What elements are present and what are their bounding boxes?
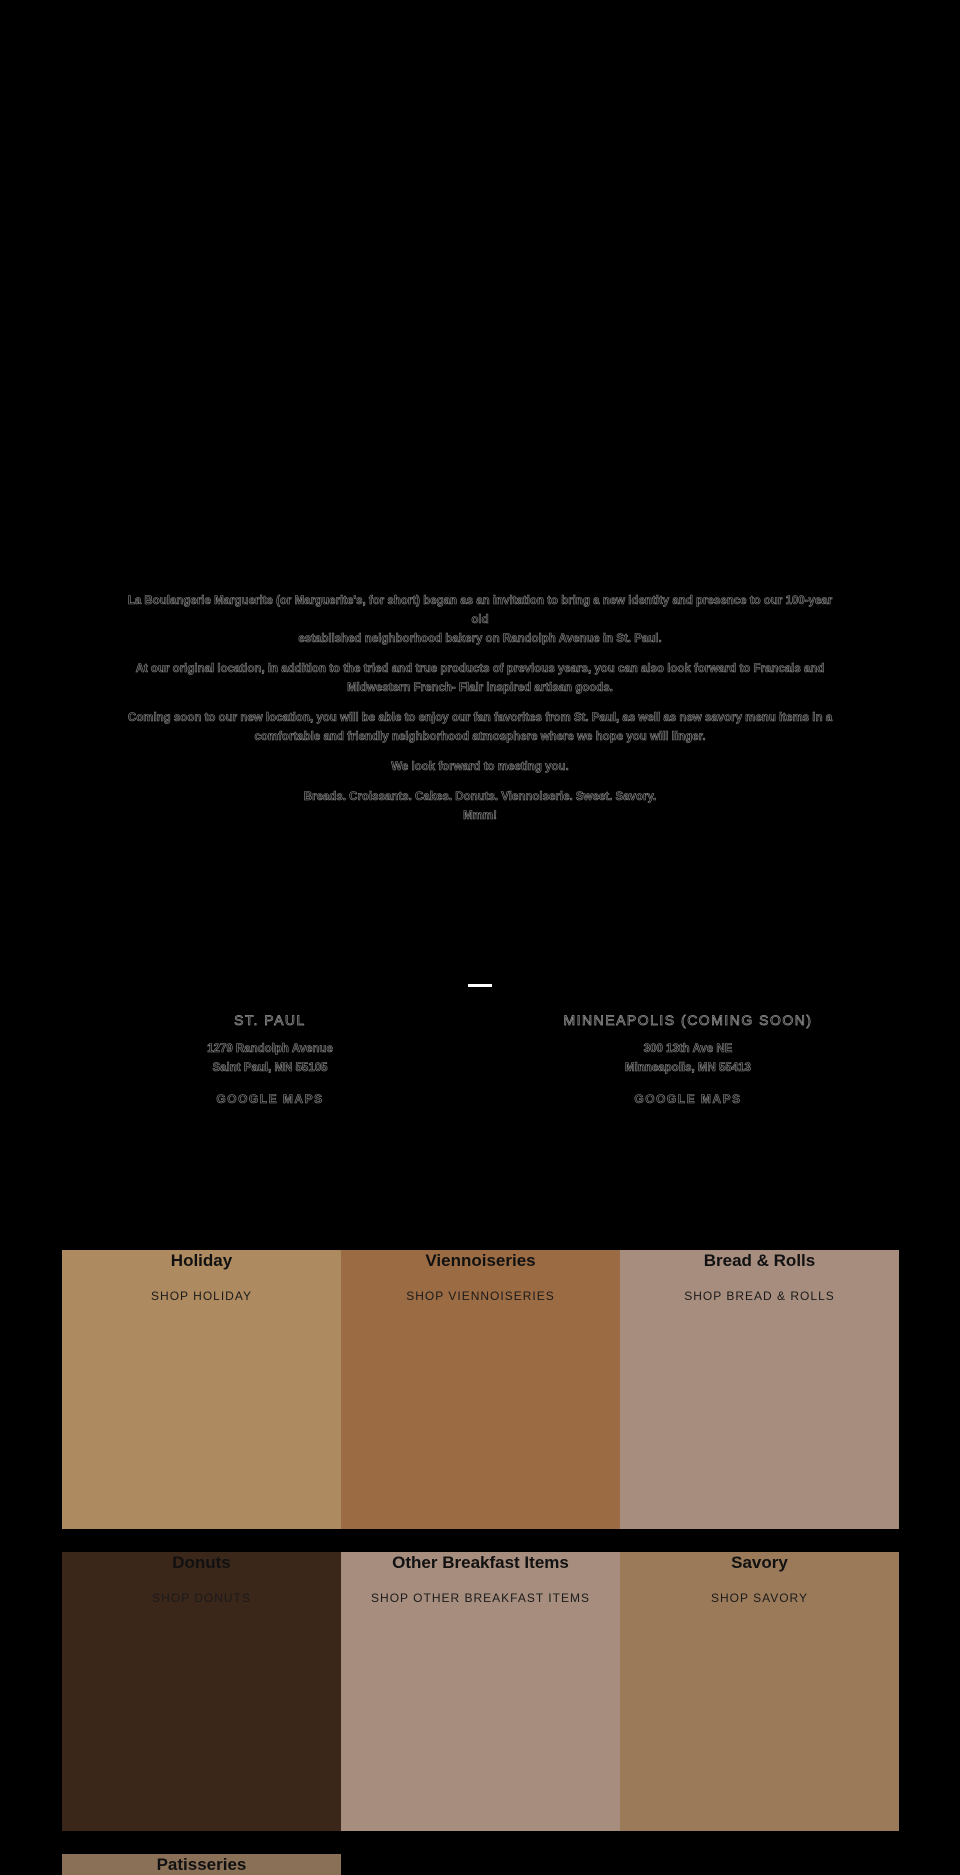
category-tile-viennoiseries[interactable]: [341, 1250, 620, 1529]
category-title: Bread & Rolls: [703, 1251, 816, 1270]
intro-text: [120, 592, 840, 837]
intro-line: Breads. Croissants. Cakes. Donuts. Viennoiserie. Sweet. Savory.: [303, 791, 657, 803]
shop-savory-link[interactable]: SHOP SAVORY: [710, 1591, 809, 1605]
shop-donuts-link[interactable]: SHOP DONUTS: [152, 1591, 251, 1605]
address-line: 1279 Randolph Avenue: [207, 1043, 333, 1055]
category-title: Other Breakfast Items: [392, 1553, 569, 1572]
category-title: Viennoiseries: [425, 1251, 536, 1270]
category-title: Donuts: [172, 1553, 231, 1572]
shop-other-breakfast-link[interactable]: SHOP OTHER BREAKFAST ITEMS: [371, 1591, 590, 1605]
intro-line: comfortable and friendly neighborhood atmosphere where we hope you will linger.: [254, 731, 706, 743]
intro-paragraph: [120, 592, 840, 649]
location-st-paul: [120, 1010, 420, 1108]
category-tile-donuts[interactable]: [62, 1552, 341, 1831]
address-line: 300 13th Ave NE: [643, 1043, 733, 1055]
intro-line: At our original location, in addition to the tried and true products of previous years, you can also look forward to Francais and: [135, 663, 825, 675]
address-line: Saint Paul, MN 55105: [212, 1062, 328, 1074]
google-maps-link-st-paul[interactable]: GOOGLE MAPS: [216, 1092, 324, 1106]
intro-paragraph: [120, 660, 840, 698]
shop-holiday-link[interactable]: SHOP HOLIDAY: [151, 1289, 252, 1303]
google-maps-link-minneapolis[interactable]: GOOGLE MAPS: [634, 1092, 742, 1106]
intro-line: Mmm!: [463, 810, 497, 822]
location-name: MINNEAPOLIS (COMING SOON): [563, 1012, 813, 1028]
category-title: Savory: [731, 1553, 788, 1572]
location-address: [120, 1040, 420, 1078]
category-title: Patisseries: [156, 1855, 247, 1874]
intro-line: established neighborhood bakery on Randolph Avenue in St. Paul.: [298, 633, 662, 645]
locations-section: [0, 1010, 960, 1110]
intro-paragraph: [120, 758, 840, 777]
category-grid-row: [62, 1250, 899, 1529]
section-divider: [468, 984, 492, 987]
intro-line: We look forward to meeting you.: [391, 761, 569, 773]
category-grid-row: [62, 1854, 899, 1875]
location-minneapolis: [538, 1010, 838, 1108]
location-name: ST. PAUL: [234, 1012, 306, 1028]
category-tile-holiday[interactable]: [62, 1250, 341, 1529]
shop-viennoiseries-link[interactable]: SHOP VIENNOISERIES: [406, 1289, 555, 1303]
intro-line: Midwestern French- Flair inspired artisan goods.: [347, 682, 613, 694]
address-line: Minneapolis, MN 55413: [625, 1062, 751, 1074]
intro-paragraph: [120, 788, 840, 826]
category-tile-bread-rolls[interactable]: [620, 1250, 899, 1529]
shop-bread-rolls-link[interactable]: SHOP BREAD & ROLLS: [684, 1289, 835, 1303]
location-address: [538, 1040, 838, 1078]
intro-paragraph: [120, 709, 840, 747]
intro-line: La Boulangerie Marguerite (or Marguerite's, for short) began as an invitation to bring a new identity and presence to our 100-year old: [127, 595, 833, 626]
intro-line: Coming soon to our new location, you will be able to enjoy our fan favorites from St. Paul, as well as new savory menu items in a: [127, 712, 833, 724]
category-tile-other-breakfast[interactable]: [341, 1552, 620, 1831]
category-tile-patisseries[interactable]: [62, 1854, 341, 1875]
category-title: Holiday: [170, 1251, 233, 1270]
category-tile-savory[interactable]: [620, 1552, 899, 1831]
category-grid-row: [62, 1552, 899, 1831]
